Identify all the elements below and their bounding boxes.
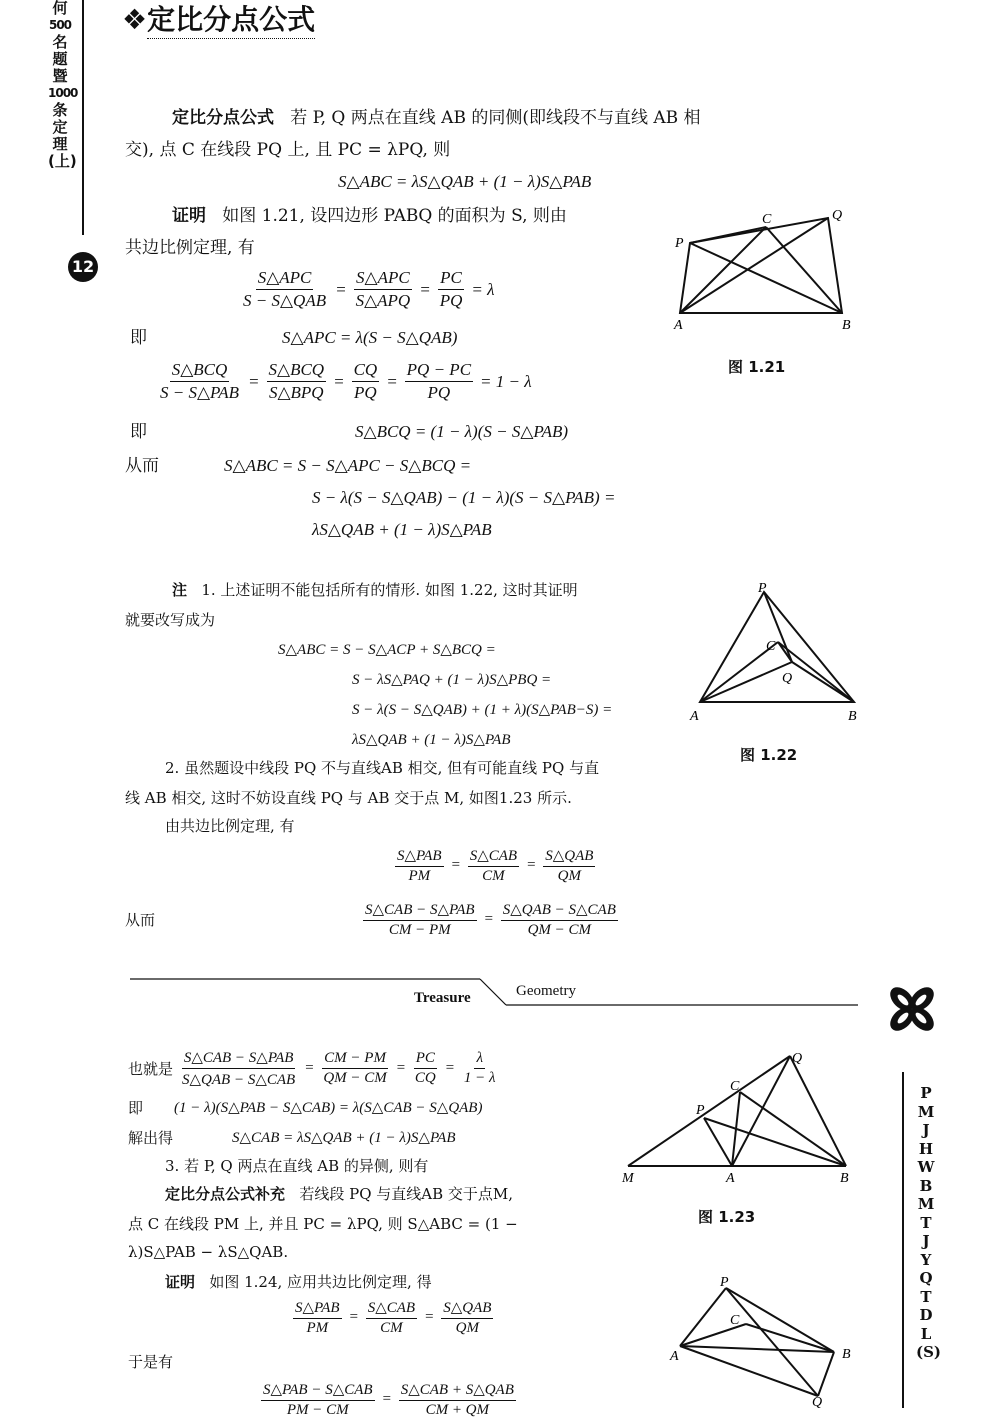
proof-eq6: S − λ(S − S△QAB) − (1 − λ)(S − S△PAB) =: [312, 488, 616, 507]
fig124-label-p: P: [720, 1275, 729, 1290]
side-left-char: 定: [52, 118, 68, 136]
fig121-label-b: B: [842, 318, 851, 333]
fig121-label-c: C: [762, 212, 772, 227]
page-title: [122, 2, 315, 38]
cont-jiechu: 解出得: [128, 1129, 174, 1147]
proof-eq4: S△BCQ = (1 − λ)(S − S△PAB): [355, 422, 569, 441]
note-line2: 就要改写成为: [125, 611, 216, 629]
fig122-label-p: P: [758, 581, 767, 596]
note-item2-line3: 由共边比例定理, 有: [165, 817, 295, 835]
fig122-label-a: A: [690, 709, 699, 723]
side-right-rule: [902, 1072, 904, 1408]
cont-yushi: 于是有: [128, 1353, 174, 1371]
proof-eq2: S△APC = λ(S − S△QAB): [282, 328, 458, 347]
cont-yejiushi: 也就是: [128, 1060, 174, 1078]
note-eq1: S△ABC = S − S△ACP + S△BCQ =: [278, 642, 496, 658]
fig122-label-c: C: [766, 639, 776, 654]
fig121-label-a: A: [674, 318, 683, 333]
side-right-letter: W: [917, 1158, 935, 1176]
side-right-letter: M: [917, 1195, 935, 1213]
proof-line1: [172, 206, 567, 226]
note-label: 注: [172, 581, 188, 599]
proof-eq5: S△ABC = S − S△APC − S△BCQ =: [224, 456, 472, 475]
cont-supp-heading: 定比分点公式补充: [165, 1185, 286, 1203]
figure-1-23-caption: 图 1.23: [698, 1208, 756, 1226]
note-eq2: S − λS△PAQ + (1 − λ)S△PBQ =: [352, 672, 552, 688]
note-line1: [172, 580, 578, 600]
side-left-char: 1000: [48, 86, 78, 100]
side-left-char: 名: [52, 33, 68, 51]
figure-1-22-caption: 图 1.22: [740, 746, 798, 764]
note-text1: 1. 上述证明不能包括所有的情形. 如图 1.22, 这时其证明: [201, 581, 578, 599]
note-frac-eq: $\frac{\text{S△PAB}}{PM}$ = $\frac{\text{S△CAB}}{CM}$ = $\frac{\text{S△QAB}}{QM}$: [397, 848, 594, 884]
side-left-char: 500: [48, 18, 72, 32]
note-eq3: S − λ(S − S△QAB) + (1 + λ)(S△PAB−S) =: [352, 702, 613, 718]
statement-line1: [172, 108, 701, 128]
figure-1-21: [670, 205, 860, 335]
cont-ji: 即: [128, 1099, 144, 1117]
side-right-letter: H: [918, 1139, 934, 1158]
figure-1-22: [688, 578, 868, 723]
figure-1-24: [668, 1272, 858, 1408]
side-right-letter: (S): [916, 1343, 942, 1361]
proof-eq3: $\frac{\text{S△BCQ}}{\text{S − S△PAB}}$ = $\frac{\text{S△BCQ}}{\text{S△BPQ}}$ = $\frac{CQ}{PQ}$ = $\frac{PQ - PC}{PQ}$ = 1 − λ: [160, 360, 532, 402]
cont-eq3: S△CAB = λS△QAB + (1 − λ)S△PAB: [232, 1130, 456, 1146]
statement-heading: 定比分点公式: [172, 108, 274, 128]
cont-supp-line1: [165, 1184, 513, 1204]
fig124-label-c: C: [730, 1313, 740, 1328]
side-title-right: [916, 1084, 942, 1362]
title-text: 定比分点公式: [147, 3, 315, 39]
page-divider: [130, 975, 860, 1015]
side-title-left: [48, 0, 78, 170]
proof-ji1: 即: [130, 328, 147, 348]
cont-eq4: $\frac{\text{S△PAB}}{PM}$ = $\frac{\text{S△CAB}}{CM}$ = $\frac{\text{S△QAB}}{QM}$: [295, 1300, 492, 1336]
divider-right-word: Geometry: [516, 983, 576, 999]
flower-ornament-icon: [888, 985, 936, 1033]
cont-item3: 3. 若 P, Q 两点在直线 AB 的异侧, 则有: [165, 1157, 429, 1175]
cont-proof-line: [165, 1272, 432, 1292]
statement-formula: S△ABC = λS△QAB + (1 − λ)S△PAB: [338, 172, 592, 191]
side-left-char: (上): [48, 152, 77, 170]
figure-1-23: [620, 1046, 865, 1191]
side-right-letter: T: [920, 1287, 932, 1306]
divider-left-word: Treasure: [414, 990, 471, 1006]
proof-line2: 共边比例定理, 有: [125, 238, 255, 258]
cont-proof-text: 如图 1.24, 应用共边比例定理, 得: [209, 1273, 432, 1291]
side-left-char: 条: [52, 101, 68, 119]
note-conger: 从而: [125, 911, 156, 929]
note-eq4: λS△QAB + (1 − λ)S△PAB: [352, 732, 511, 748]
fig123-label-m: M: [622, 1171, 634, 1186]
fig121-label-p: P: [675, 236, 684, 251]
side-right-letter: D: [919, 1306, 933, 1324]
side-left-char: 何: [52, 0, 68, 17]
side-left-char: 理: [52, 135, 68, 153]
fig123-label-p: P: [696, 1103, 705, 1118]
fig124-label-b: B: [842, 1347, 851, 1362]
cont-supp-line2: 点 C 在线段 PM 上, 并且 PC = λPQ, 则 S△ABC = (1 −: [128, 1215, 518, 1233]
proof-ji2: 即: [130, 422, 147, 442]
fig123-label-b: B: [840, 1171, 849, 1186]
page-number-badge: 12: [68, 252, 98, 282]
proof-label: 证明: [172, 206, 206, 226]
side-right-letter: J: [922, 1121, 930, 1139]
cont-supp-text1: 若线段 PQ 与直线AB 交于点M,: [299, 1185, 514, 1203]
fig123-label-a: A: [726, 1171, 735, 1186]
cont-eq2: (1 − λ)(S△PAB − S△CAB) = λ(S△CAB − S△QAB): [174, 1100, 483, 1116]
figure-1-21-caption: 图 1.21: [728, 358, 786, 376]
diamond-marker-icon: ❖: [122, 3, 148, 36]
fig123-label-q: Q: [792, 1051, 803, 1066]
side-right-letter: L: [920, 1324, 932, 1343]
note-item2-line2: 线 AB 相交, 这时不妨设直线 PQ 与 AB 交于点 M, 如图1.23 所示.: [125, 789, 572, 807]
fig124-label-a: A: [670, 1349, 679, 1364]
side-right-letter: P: [920, 1084, 932, 1102]
fig122-label-b: B: [848, 709, 857, 723]
fig122-label-q: Q: [782, 671, 793, 686]
side-right-letter: T: [920, 1213, 932, 1232]
fig124-label-q: Q: [812, 1395, 823, 1408]
side-right-letter: Y: [920, 1250, 932, 1269]
fig123-label-c: C: [730, 1079, 740, 1094]
side-left-char: 暨: [52, 67, 68, 85]
side-left-rule: [82, 0, 84, 235]
side-right-letter: Q: [919, 1269, 933, 1287]
proof-text1: 如图 1.21, 设四边形 PABQ 的面积为 S, 则由: [222, 206, 567, 226]
cont-supp-line3: λ)S△PAB − λS△QAB.: [128, 1243, 289, 1261]
proof-eq1: $\frac{\text{S△APC}}{\text{S − S△QAB}}$ = $\frac{\text{S△APC}}{\text{S△APQ}}$ = $\frac{PC}{PQ}$ = λ: [243, 268, 495, 310]
note-frac-eq2: $\frac{\text{S△CAB − S△PAB}}{CM - PM}$ = $\frac{\text{S△QAB − S△CAB}}{QM - CM}$: [365, 902, 616, 938]
statement-line2: 交), 点 C 在线段 PQ 上, 且 PC = λPQ, 则: [125, 140, 451, 160]
side-right-letter: J: [922, 1232, 930, 1250]
cont-proof-label: 证明: [165, 1273, 196, 1291]
proof-conger: 从而: [125, 456, 159, 476]
side-left-char: 题: [52, 50, 68, 68]
statement-text1: 若 P, Q 两点在直线 AB 的同侧(即线段不与直线 AB 相: [290, 108, 701, 128]
cont-eq5: $\frac{\text{S△PAB − S△CAB}}{PM - CM}$ = $\frac{\text{S△CAB + S△QAB}}{CM + QM}$: [263, 1382, 514, 1418]
note-item2-line1: 2. 虽然题设中线段 PQ 不与直线AB 相交, 但有可能直线 PQ 与直: [165, 759, 600, 777]
cont-eq1: 也就是 $\frac{\text{S△CAB − S△PAB}}{\text{S△QAB − S△CAB}}$ = $\frac{CM - PM}{QM - CM}$ = $\frac{PC}{CQ}$ = $\frac{\lambda}{1 - \lambda}$: [128, 1050, 496, 1088]
side-right-letter: M: [917, 1102, 935, 1121]
fig121-label-q: Q: [832, 208, 843, 223]
side-right-letter: B: [919, 1176, 933, 1195]
proof-eq7: λS△QAB + (1 − λ)S△PAB: [312, 520, 492, 539]
